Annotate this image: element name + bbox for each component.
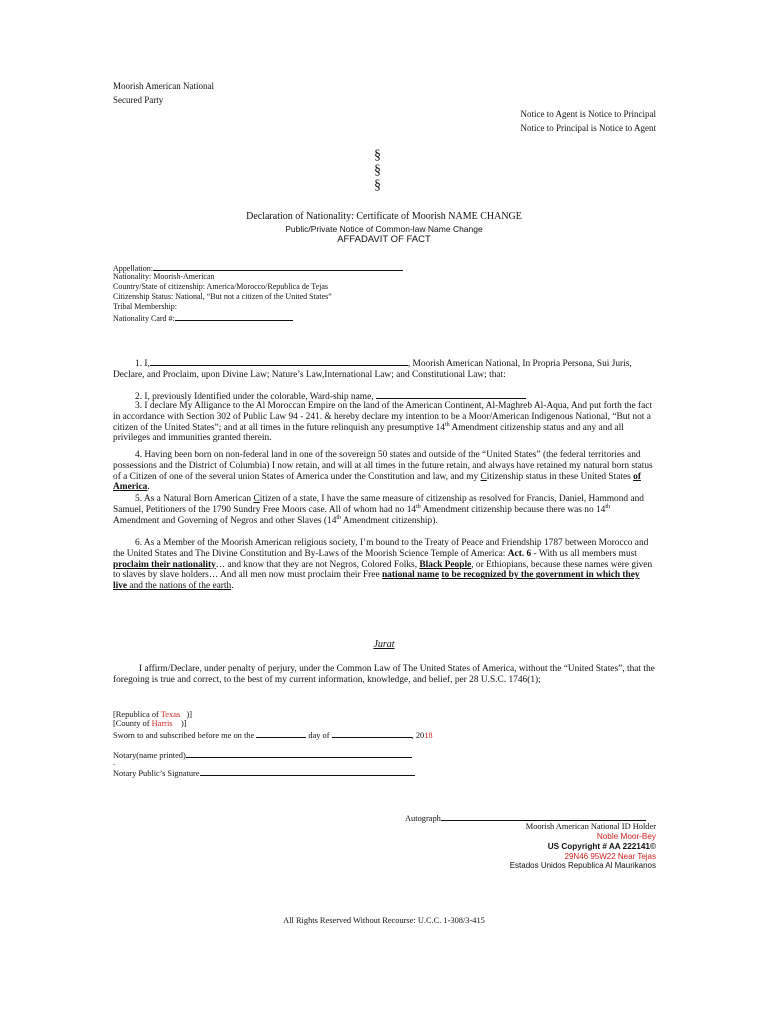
p4-b: itizenship status in these United States [486,471,634,482]
p3-b: Amendment citizenship status and any and all privileges and immunities granted therein. [113,422,624,444]
p5-e: Amendment citizenship). [341,515,438,526]
copyright: US Copyright # AA 222141© [547,842,656,851]
p3-sup: th [444,421,450,428]
p4-end: . [147,482,150,493]
p1-start: 1. I, [135,359,150,369]
p2-blank [376,390,526,399]
card-label: Nationality Card #: [113,314,175,323]
p3-a: 3. I declare My Alligance to the Al Moroccan Empire on the land of the American Continent, Al-Maghreb Al-Aqua, And put forth the fact in accordance with Section 302 of Public Law 94 - 241. & hereby declare my intention to be a Moor/American Indigenous National, “But not a citizen of the United States”; and at all times in the future relinquish any presumptive 14 [113,401,653,433]
sender-name: Moorish American National [113,81,214,91]
p1-blank [150,357,408,366]
p4-c: C [480,471,487,482]
p6-b: - With us all members must [531,548,637,559]
coordinates: 29N46 95W22 Near Tejas [564,852,656,861]
holder-name: Noble Moor-Bey [596,832,656,841]
p6-c: … and know that they are not Negros, Colored Folks, [215,559,420,570]
p6-proclaim: proclaim their nationality [113,559,216,570]
notary-sig-label: Notary Public’s Signature [113,769,200,778]
month-blank [332,729,412,738]
p5-b: itizen of a state, I have the same measure of citizenship as resolved for Francis, Daniel, Hammond and Samuel, Petitioners of the 1790 Sundry Free Moors case. All of whom had no 14 [113,494,644,515]
p6-a: 6. As a Member of the Moorish American religious society, I’m bound to the Treaty of Peace and Friendship 1787 between Morocco and the United States and The Divine Constitution and By-Laws of the Moorish Science Temple of America: [113,538,649,559]
appellation-blank [153,262,403,271]
notary-name-blank [186,749,412,758]
notary-dot: . [113,758,116,767]
notice-agent: Notice to Agent is Notice to Principal [520,109,656,119]
sworn-line [113,729,433,741]
paragraph-1 [113,357,655,381]
jurat-title: Jurat [373,639,395,650]
footer-rights: All Rights Reserved Without Recourse: U.C.C. 1-308/3-415 [283,916,485,925]
paragraph-4 [113,450,655,493]
autograph-label: Autograph [405,814,441,823]
p5-c: C [253,494,260,504]
section-mark: § [374,163,381,178]
p6-national-name: national name [381,570,440,581]
paragraph-6 [113,538,655,592]
p6-f: and the nations of the earth [127,581,232,592]
citizenship-field: Citizenship Status: National, “But not a citizen of the United States” [113,292,332,301]
county-line [113,719,187,729]
notice-principal: Notice to Principal is Notice to Agent [520,123,656,133]
day-blank [256,729,306,738]
p4-bold: of America [113,471,641,493]
section-mark: § [374,178,381,193]
paragraph-3 [113,401,655,444]
p5-sup: th [605,503,611,510]
p5-d: Amendment and Governing of Negros and other Slaves (14 [113,515,337,526]
card-blank [175,312,293,321]
p5-c2: Amendment citizenship because there was no 14 [420,504,606,515]
year-prefix: , 20 [411,731,425,740]
p5-sup: th [336,514,342,521]
tribal-field: Tribal Membership: [113,302,177,311]
p5-sup: th [416,503,421,510]
republic-label: [Republica of [113,710,159,719]
republic-value: Texas [160,710,181,719]
paragraph-5 [113,494,655,526]
p6-act: Act. 6 [507,548,532,559]
notary-name-label: Notary(name printed) [113,751,186,760]
county-label: [County of [113,719,150,728]
title-declaration: Declaration of Nationality: Certificate of Moorish NAME CHANGE [246,211,522,222]
p5-a: 5. As a Natural Born American [135,494,254,504]
appellation-label: Appellation: [113,264,153,273]
sworn-b: day of [308,731,330,740]
jurat-text: I affirm/Declare, under penalty of perjury, under the Common Law of The United States of America, without the “United States”, that the foregoing is true and correct, to the best of my current information, knowledge, and belief, per 28 U.S.C. 1746(1); [113,664,655,685]
p6-end: . [231,581,234,592]
notary-name-line [113,749,412,761]
sworn-a: Sworn to and subscribed before me on the [113,731,255,740]
p6-black-people: Black People [419,559,472,570]
p6-recognized: to be recognized by the government in which they live [113,570,640,592]
county-value: Harris [151,719,173,728]
notary-sig-line [113,767,415,779]
card-field [113,312,293,324]
estados: Estados Unidos Republica Al Maurikanos [509,861,656,870]
title-public-notice: Public/Private Notice of Common-law Name Change [285,224,483,234]
country-field: Country/State of citizenship: America/Morocco/Republica de Tejas [113,282,329,291]
year-suffix: 18 [424,731,433,740]
p2-text: 2. I, previously Identified under the colorable, Ward-ship name, [135,392,374,402]
title-affidavit: AFFADAVIT OF FACT [337,234,431,245]
nationality-field: Nationality: Moorish-American [113,272,215,281]
republic-close: )] [186,710,193,719]
notary-sig-blank [200,767,415,776]
p6-d: , or Ethiopians, because these names were given to slaves by slave holders… And all men now must proclaim their Free [113,559,653,581]
secured-party: Secured Party [113,95,164,105]
county-close: )] [180,719,187,728]
autograph-blank [441,812,646,821]
section-mark: § [374,148,381,163]
p4-a: 4. Having been born on non-federal land in one of the sovereign 50 states and outside of the “United States” (the federal territories and possessions and the District of Columbia) I now retain, and will at all times in the future retain, and always have retained my natural born status of a Citizen of one of the several union States of America under the Constitution and law, and my [113,450,653,482]
id-holder: Moorish American National ID Holder [525,822,656,831]
p1-rest: , Moorish American National, In Propria Persona, Sui Juris, Declare, and Proclaim, upon Divine Law; Nature’s Law,International Law; and Constitutional Law; that: [113,359,632,380]
